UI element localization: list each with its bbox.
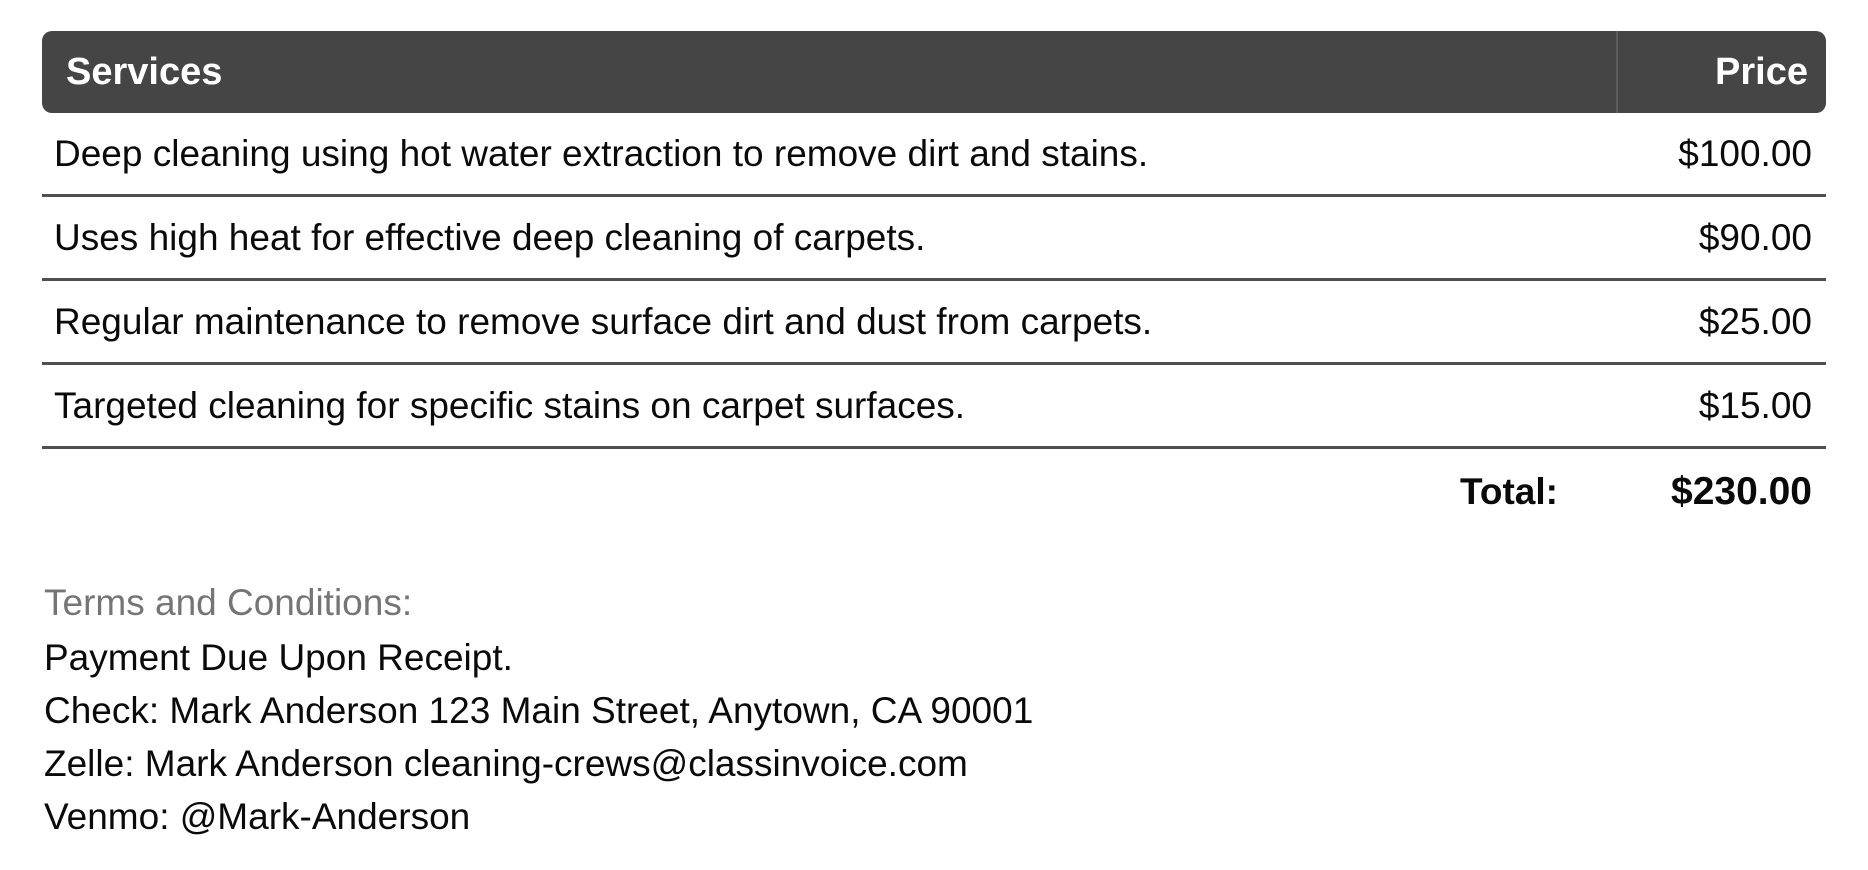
table-row xyxy=(42,197,1826,281)
invoice-page xyxy=(42,31,1826,843)
terms-line-venmo: Venmo: @Mark-Anderson xyxy=(44,796,471,837)
terms-heading: Terms and Conditions: xyxy=(44,582,413,623)
service-description: Regular maintenance to remove surface dirt and dust from carpets. xyxy=(42,281,1616,365)
terms-section xyxy=(42,575,1826,843)
table-header-row xyxy=(42,31,1826,113)
column-header-services: Services xyxy=(42,31,1616,113)
service-description: Uses high heat for effective deep cleaning of carpets. xyxy=(42,197,1616,281)
table-row xyxy=(42,365,1826,449)
total-label: Total: xyxy=(1460,471,1558,512)
total-row xyxy=(42,449,1826,535)
terms-line-check: Check: Mark Anderson 123 Main Street, Anytown, CA 90001 xyxy=(44,690,1034,731)
service-description: Targeted cleaning for specific stains on carpet surfaces. xyxy=(42,365,1616,449)
service-description: Deep cleaning using hot water extraction to remove dirt and stains. xyxy=(42,113,1616,197)
table-row xyxy=(42,113,1826,197)
service-price: $15.00 xyxy=(1616,365,1826,449)
service-price: $100.00 xyxy=(1616,113,1826,197)
service-price: $90.00 xyxy=(1616,197,1826,281)
total-amount: $230.00 xyxy=(1671,470,1812,513)
table-row xyxy=(42,281,1826,365)
service-price: $25.00 xyxy=(1616,281,1826,365)
services-table xyxy=(42,31,1826,535)
terms-line-payment: Payment Due Upon Receipt. xyxy=(44,637,513,678)
column-header-price: Price xyxy=(1616,31,1826,113)
terms-line-zelle: Zelle: Mark Anderson cleaning-crews@classinvoice.com xyxy=(44,743,968,784)
